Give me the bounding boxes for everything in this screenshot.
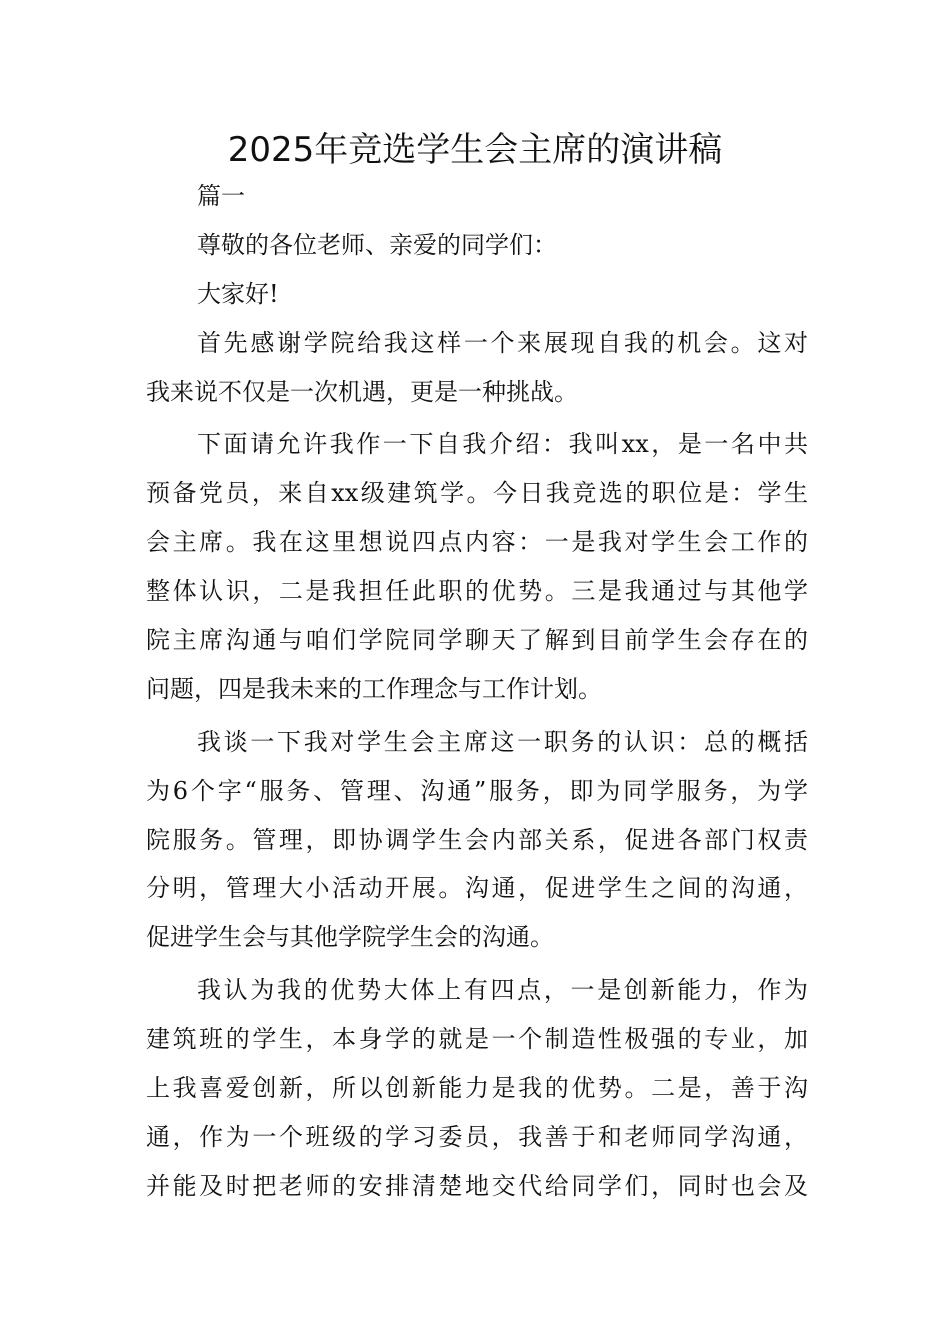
paragraph-line: 我谈一下我对学生会主席这一职务的认识：总的概括 — [197, 727, 808, 756]
paragraph-line: 建筑班的学生，本身学的就是一个制造性极强的专业，加 — [146, 1025, 808, 1054]
paragraph-line: 通，作为一个班级的学习委员，我善于和老师同学沟通， — [146, 1122, 808, 1151]
paragraph-line: 会主席。我在这里想说四点内容：一是我对学生会工作的 — [146, 528, 808, 557]
paragraph-line: 促进学生会与其他学院学生会的沟通。 — [146, 923, 554, 952]
document-title: 2025年竞选学生会主席的演讲稿 — [227, 130, 723, 170]
paragraph-line: 院服务。管理，即协调学生会内部关系，促进各部门权责 — [146, 825, 808, 854]
salutation: 尊敬的各位老师、亲爱的同学们： — [197, 230, 557, 259]
paragraph-line: 院主席沟通与咱们学院同学聊天了解到目前学生会存在的 — [146, 626, 808, 655]
paragraph-line: 上我喜爱创新，所以创新能力是我的优势。二是，善于沟 — [146, 1074, 808, 1103]
section-heading: 篇一 — [197, 182, 245, 210]
paragraph-line: 下面请允许我作一下自我介绍：我叫xx，是一名中共 — [197, 430, 808, 459]
paragraph-line: 问题，四是我未来的工作理念与工作计划。 — [146, 674, 602, 703]
paragraph-line: 首先感谢学院给我这样一个来展现自我的机会。这对 — [197, 328, 808, 357]
paragraph-line: 为6个字“服务、管理、沟通”服务，即为同学服务，为学 — [146, 776, 808, 805]
paragraph-line: 我认为我的优势大体上有四点，一是创新能力，作为 — [197, 976, 808, 1005]
paragraph-line: 预备党员，来自xx级建筑学。今日我竞选的职位是：学生 — [146, 479, 808, 508]
greeting: 大家好! — [197, 279, 279, 308]
document-body — [146, 172, 808, 1211]
paragraph-line: 我来说不仅是一次机遇，更是一种挑战。 — [146, 377, 578, 406]
paragraph-line: 并能及时把老师的安排清楚地交代给同学们，同时也会及 — [146, 1171, 808, 1200]
paragraph-line: 整体认识，二是我担任此职的优势。三是我通过与其他学 — [146, 577, 808, 606]
paragraph-line: 分明，管理大小活动开展。沟通，促进学生之间的沟通， — [146, 874, 808, 903]
